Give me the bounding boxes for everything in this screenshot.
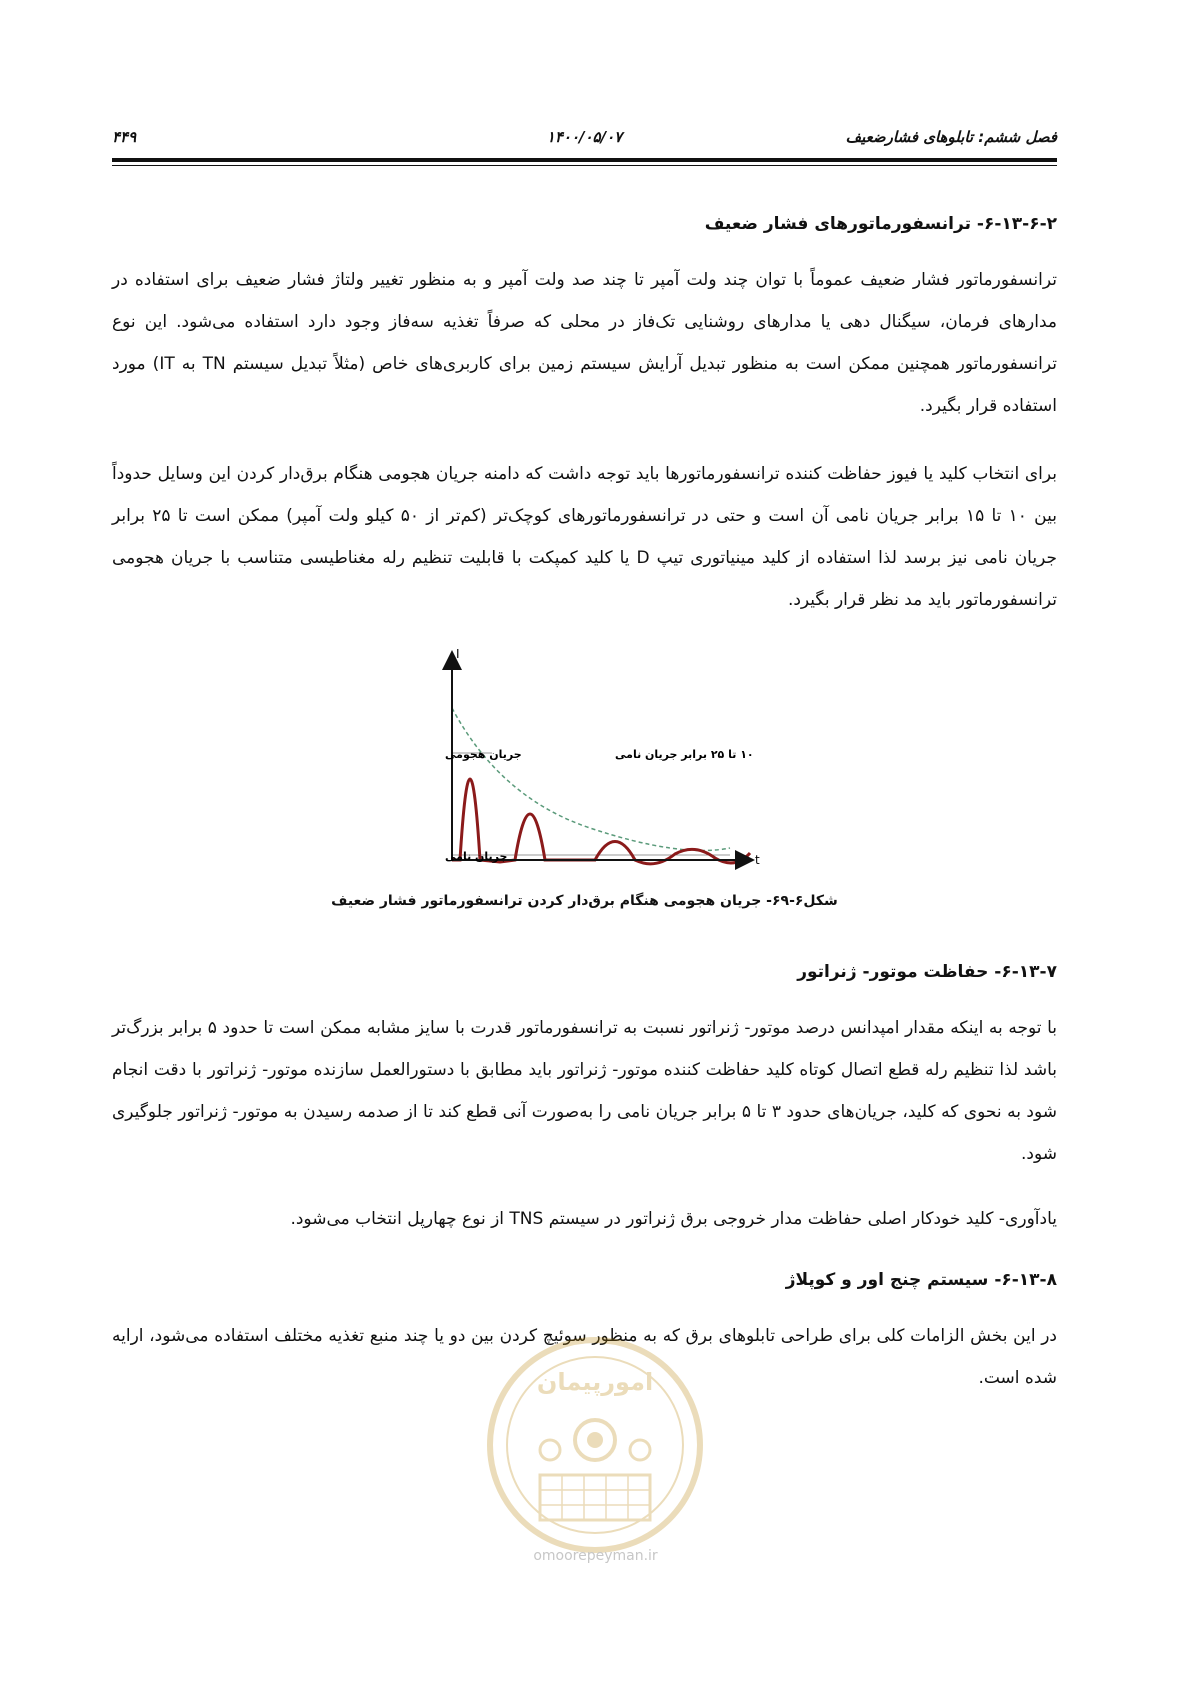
paragraph: برای انتخاب کلید یا فیوز حفاظت کننده ترانسفورماتورها باید توجه داشت که دامنه جریان هجومی هنگام برق‌دار کردن این وسایل حدوداً بین ۱۰ تا ۱۵ برابر جریان نامی آن است و حتی در ترانسفورماتورهای کوچک‌تر (کم‌تر از ۵۰ کیلو ولت آمپر) ممکن است تا ۲۵ برابر جریان نامی نیز برسد لذا استفاده از کلید مینیاتوری تیپ D یا کلید کمپکت با قابلیت تنظیم رله مغناطیسی متناسب با جریان هجومی ترانسفورماتور باید مد نظر قرار بگیرد. — [112, 464, 1057, 610]
paragraph: در این بخش الزامات کلی برای طراحی تابلوهای برق که به منظور سوئیچ کردن بین دو یا چند منبع تغذیه مختلف استفاده می‌شود، ارایه شده است. — [112, 1326, 1057, 1388]
watermark-logo-text: امورپیمان — [536, 1368, 654, 1396]
header-rule — [112, 158, 1057, 162]
page-number: ۴۴۹ — [112, 128, 137, 146]
watermark-logo — [480, 1325, 710, 1570]
chapter-title: فصل ششم: تابلوهای فشارضعیف — [845, 128, 1057, 146]
figure-caption: شکل۶-۶۹- جریان هجومی هنگام برق‌دار کردن ترانسفورماتور فشار ضعیف — [331, 893, 838, 909]
header-date: ۱۴۰۰/۰۵/۰۷ — [546, 128, 623, 146]
multiple-label: ۱۰ تا ۲۵ برابر جریان نامی — [615, 748, 754, 761]
envelope-curve — [452, 708, 730, 851]
watermark-site: omoorepeyman.ir — [533, 1548, 658, 1564]
y-axis-label: I — [456, 647, 460, 661]
section-heading: ۶-۱۳-۸- سیستم چنج اور و کوپلاژ — [785, 1270, 1057, 1290]
inrush-diagram — [350, 638, 830, 878]
inrush-current-figure — [350, 638, 830, 878]
section-heading: ۶-۱۳-۶-۲- ترانسفورماتورهای فشار ضعیف — [704, 214, 1057, 234]
paragraph: ترانسفورماتور فشار ضعیف عموماً با توان چند ولت آمپر تا چند صد ولت آمپر و به منظور تغییر ولتاژ فشار ضعیف برای استفاده در مدارهای فرمان، سیگنال دهی یا مدارهای روشنایی تک‌فاز در محلی که صرفاً تغذیه سه‌فاز وجود دارد استفاده می‌شود. این نوع ترانسفورماتور همچنین ممکن است به منظور تبدیل آرایش سیستم زمین برای کاربری‌های خاص (مثلاً تبدیل سیستم TN به IT) مورد استفاده قرار بگیرد. — [112, 270, 1058, 416]
inrush-label: جریان هجومی — [445, 748, 522, 761]
note-paragraph: یادآوری- کلید خودکار اصلی حفاظت مدار خروجی برق ژنراتور در سیستم TNS از نوع چهارپل انتخاب می‌شود. — [290, 1209, 1057, 1229]
watermark-seal-icon — [480, 1325, 710, 1570]
rated-label: جریان نامی — [445, 850, 508, 863]
x-axis-label: t — [755, 853, 760, 867]
header-rule-thin — [112, 165, 1057, 166]
page-header — [112, 122, 1057, 152]
paragraph: با توجه به اینکه مقدار امپدانس درصد موتور- ژنراتور نسبت به ترانسفورماتور قدرت با سایز مشابه ممکن است تا حدود ۵ برابر بزرگ‌تر باشد لذا تنظیم رله قطع اتصال کوتاه کلید حفاظت کننده موتور- ژنراتور باید مطابق با دستورالعمل سازنده موتور- ژنراتور با دقت انجام شود به نحوی که کلید، جریان‌های حدود ۳ تا ۵ برابر جریان نامی را به‌صورت آنی قطع کند تا از صدمه رسیدن به موتور- ژنراتور جلوگیری شود. — [112, 1018, 1058, 1164]
section-heading: ۶-۱۳-۷- حفاظت موتور- ژنراتور — [797, 962, 1057, 982]
